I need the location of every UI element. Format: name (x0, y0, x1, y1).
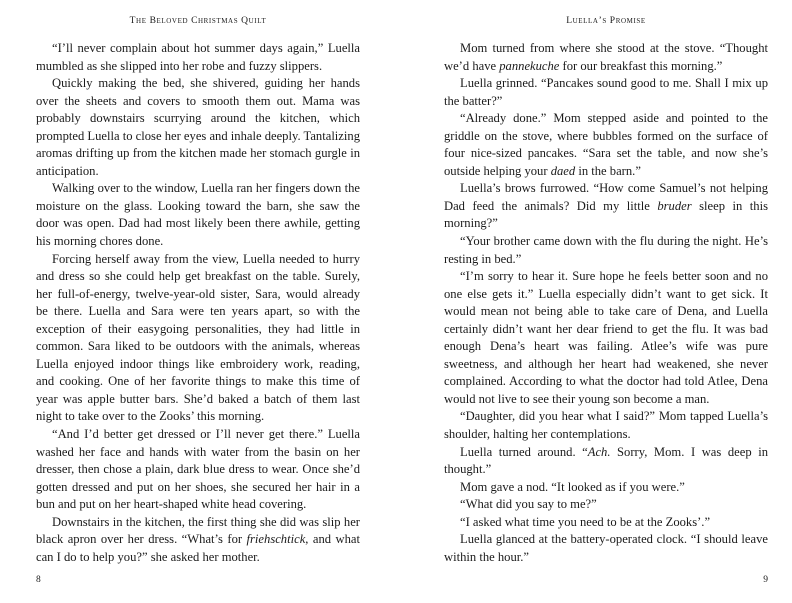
left-page-body (36, 40, 360, 566)
text-run: Luella’s brows furrowed. “How come Samuel’s not helping Dad feed the animals? Did my little (444, 181, 768, 213)
page-number-right: 9 (763, 575, 768, 585)
paragraph (444, 110, 768, 180)
paragraph: “Daughter, did you hear what I said?” Mom tapped Luella’s shoulder, halting her contemplations. (444, 409, 768, 442)
text-run: Luella turned around. “ (460, 444, 588, 459)
running-head-right: Luella’s Promise (566, 16, 646, 26)
paragraph: “I asked what time you need to be at the Zooks’.” (460, 514, 711, 529)
paragraph: Walking over to the window, Luella ran her fingers down the moisture on the glass. Looking toward the barn, she saw the door was open. Dad had most likely been there awhile, getting his morning chores done. (36, 181, 360, 249)
paragraph: Forcing herself away from the view, Luella needed to hurry and dress so she could help get breakfast on the table. Surely, her full-of-energy, twelve-year-old sister, Sara, would already be there. Luella and Sara were ten years apart, so with the exception of their easygoing personalities, they had little in common. Sara liked to be outdoors with the animals, whereas Luella enjoyed indoor things like embroidery work, reading, and cooking. One of her favorite things to make this time of year was apple butter bars. She’d baked a batch of them last night to take over to the Zooks’ this morning. (36, 251, 360, 424)
italic-word: daed (550, 163, 576, 178)
page-number-left: 8 (36, 575, 41, 585)
paragraph (444, 180, 768, 233)
text-run: “Already done.” Mom stepped aside and pointed to the griddle on the stove, where bubbles formed on the surface of four nice-sized pancakes. “Sara set the table, and now she’s outside helping your (444, 111, 768, 178)
paragraph: Luella grinned. “Pancakes sound good to me. Shall I mix up the batter?” (444, 76, 768, 108)
italic-word: pannekuche (499, 58, 560, 73)
paragraph: Quickly making the bed, she shivered, guiding her hands over the sheets and covers to smooth them out. Mama was probably downstairs scurrying around the kitchen, which prompted Luella to close her eyes and inhale deeply. Tantalizing aromas drifting up from the kitchen made her stomach gurgle in anticipation. (36, 76, 360, 178)
text-run: for our breakfast this morning.” (559, 58, 723, 73)
text-run: Sorry, Mom. I was deep in thought.” (444, 444, 768, 477)
paragraph (444, 444, 768, 479)
paragraph: Luella glanced at the battery-operated clock. “I should leave within the hour.” (444, 532, 768, 564)
paragraph (36, 514, 360, 567)
text-run: Downstairs in the kitchen, the first thing she did was slip her black apron over her dress. “What’s for (36, 514, 360, 547)
paragraph: “I’ll never complain about hot summer days again,” Luella mumbled as she slipped into her robe and fuzzy slippers. (36, 41, 360, 73)
text-run: Mom turned from where she stood at the stove. “Thought we’d have (444, 41, 768, 73)
right-page-body (444, 40, 768, 566)
paragraph: Mom gave a nod. “It looked as if you were.” (460, 479, 685, 494)
right-page (444, 0, 768, 603)
left-page (36, 0, 360, 603)
paragraph: “I’m sorry to hear it. Sure hope he feels better soon and no one else gets it.” Luella especially didn’t want to get sick. It would mean not being able to take care of Dena, and Luella certainly didn’t want her dear friend to get the flu. It was bad enough Dena’s heart was failing. Atlee’s wife was pure sweetness, and although her heart had weakened, she never complained. According to what the doctor had told Atlee, Dena would not live to see their young son become a man. (444, 269, 768, 406)
paragraph: “And I’d better get dressed or I’ll never get there.” Luella washed her face and hands with water from the basin on her dresser, then chose a plain, dark blue dress to wear. Once she’d gotten dressed and put on her shoes, she secured her hair in a bun and put on her heart-shaped white head covering. (36, 427, 360, 512)
paragraph: “Your brother came down with the flu during the night. He’s resting in bed.” (444, 234, 768, 266)
text-run: , and what can I do to help you?” she asked her mother. (36, 532, 361, 564)
paragraph (444, 40, 768, 75)
italic-word: bruder (657, 198, 692, 213)
text-run: in the barn.” (575, 163, 641, 178)
paragraph: “What did you say to me?” (460, 497, 597, 512)
italic-word: friehschtick (246, 532, 306, 547)
italic-word: Ach. (587, 444, 611, 459)
text-run: sleep in this morning?” (444, 198, 768, 231)
running-head-left: The Beloved Christmas Quilt (129, 16, 267, 26)
